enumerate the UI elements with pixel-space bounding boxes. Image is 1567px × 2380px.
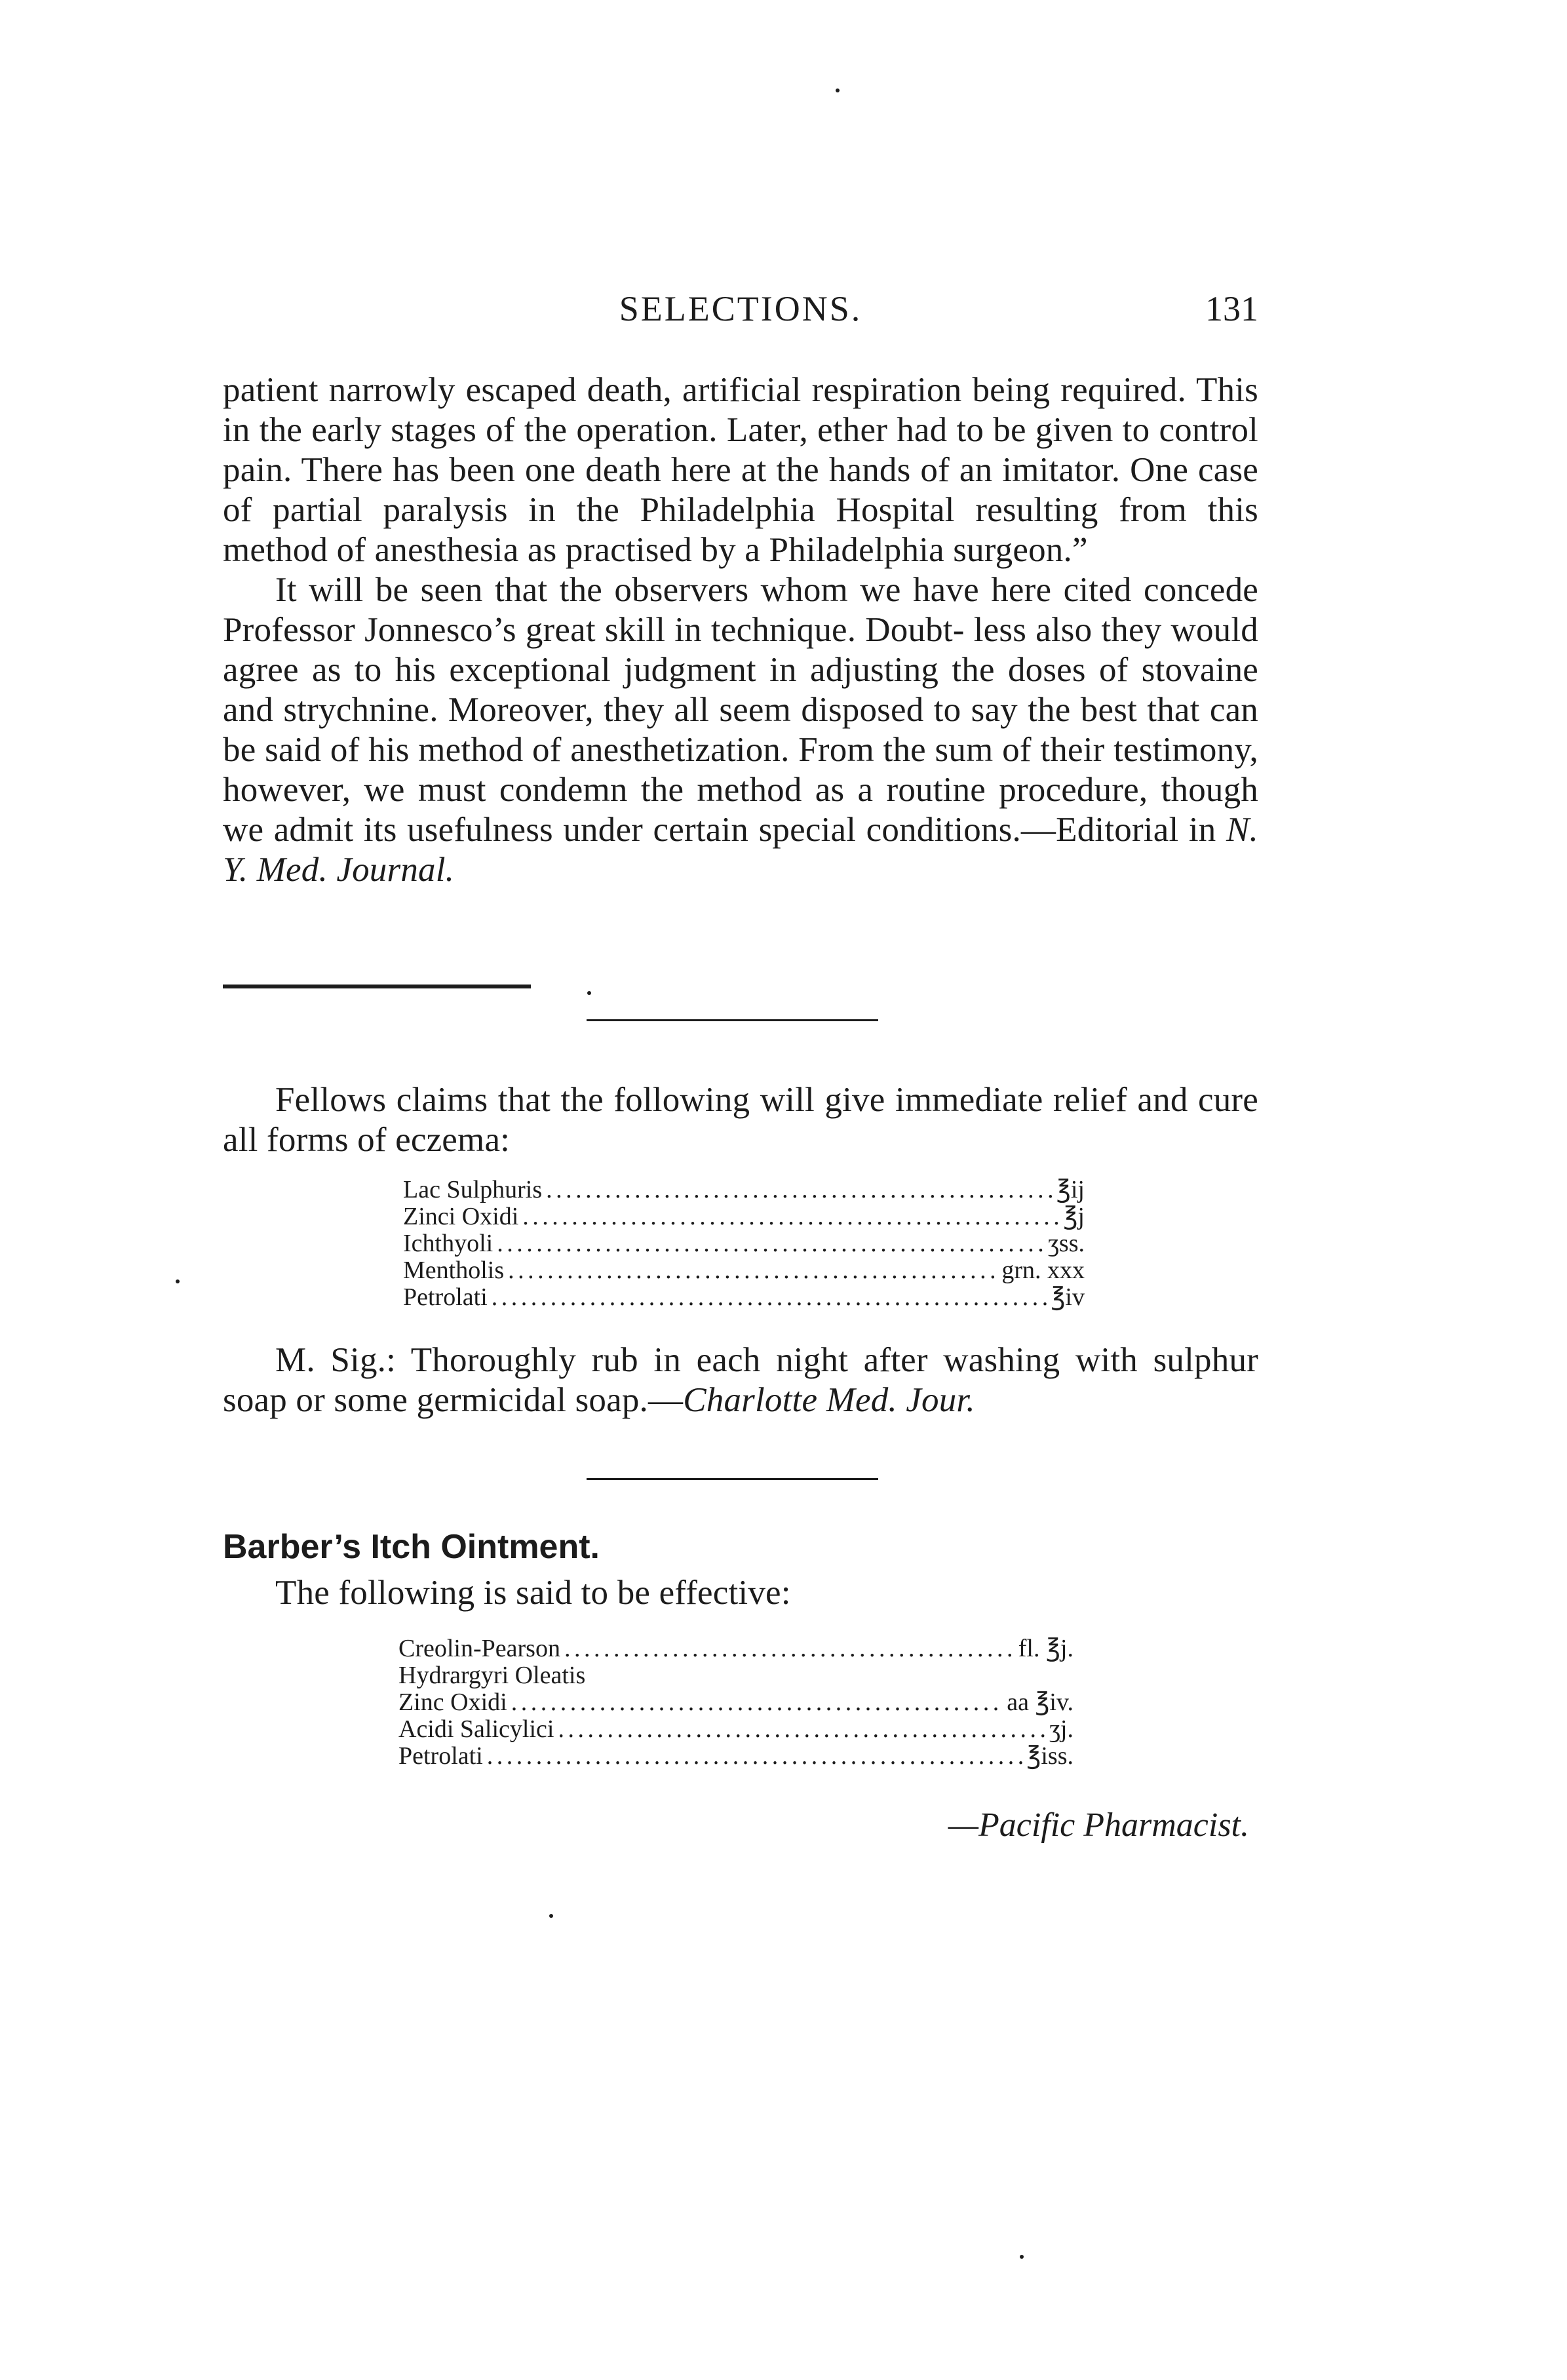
source-citation: Charlotte Med. Jour.	[683, 1381, 975, 1419]
ink-speck	[1020, 2255, 1024, 2259]
prescription-line: Acidi Salicylici . . . ʒj.	[398, 1716, 1074, 1743]
ointment-prescription	[398, 1635, 1074, 1770]
ink-smudge-line	[223, 985, 531, 988]
attribution: —Pacific Pharmacist.	[948, 1806, 1249, 1844]
source-citation: in N. Y. Med. Journal.	[223, 811, 1259, 889]
eczema-intro-paragraph: Fellows claims that the following will give immediate relief and cure all forms of eczema:	[223, 1081, 1259, 1159]
running-head	[223, 288, 1258, 334]
prescription-line: Lac Sulphuris . . . ℥ij	[403, 1177, 1085, 1203]
eczema-intro	[223, 1080, 1258, 1160]
eczema-prescription	[403, 1177, 1085, 1311]
ointment-intro	[223, 1573, 1258, 1613]
ink-speck	[587, 991, 591, 995]
page-number: 131	[1205, 289, 1258, 328]
editorial-paragraph-2: It will be seen that the observers whom we have here cited concede Professor Jonnesco’s great skill in technique. Doubt- less also they would agree as to his exceptional judgment in adjusting the doses of stovaine and strychnine. Moreover, they all seem disposed to say the best that can be said of his method of anesthetization. From the sum of their testimony, however, we must condemn the method as a routine procedure, though we admit its usefulness under certain special conditions.—Editorial in N. Y. Med. Journal.	[223, 571, 1259, 889]
section-separator-rule	[587, 1478, 878, 1480]
prescription-line: Hydrargyri Oleatis	[398, 1662, 586, 1689]
prescription-line: Creolin-Pearson . . . fl. ℥j.	[398, 1635, 1074, 1662]
ointment-intro-paragraph: The following is said to be effective:	[275, 1574, 791, 1612]
prescription-line: Zinci Oxidi . . . ℥j	[403, 1203, 1085, 1230]
prescription-line: Petrolati . . . ℥iss.	[398, 1743, 1074, 1770]
ink-speck	[836, 88, 840, 92]
eczema-directions-paragraph: M. Sig.: Thoroughly rub in each night after washing with sulphur soap or some germicidal soap.—Charlotte Med. Jour.	[223, 1341, 1259, 1419]
section-separator-rule	[587, 1019, 878, 1021]
ink-speck	[549, 1914, 553, 1918]
prescription-line: Ichthyoli . . . ʒss.	[403, 1230, 1085, 1257]
prescription-line: Mentholis . . . grn. xxx	[403, 1257, 1085, 1284]
running-title: SELECTIONS.	[619, 289, 862, 328]
prescription-line: Zinc Oxidi . . . aa ℥iv.	[398, 1689, 1074, 1716]
prescription-line: Petrolati . . . ℥iv	[403, 1284, 1085, 1311]
eczema-directions	[223, 1340, 1258, 1420]
editorial-continuation	[223, 370, 1258, 890]
section-heading: Barber’s Itch Ointment.	[223, 1528, 600, 1566]
ink-speck	[176, 1279, 180, 1283]
editorial-paragraph-1: patient narrowly escaped death, artificial respiration being required. This in the early stages of the operation. Later, ether had to be given to control pain. There has been one death here at the hands of an imitator. One case of partial paralysis in the Philadelphia Hospital resulting from this method of anesthesia as practised by a Philadelphia surgeon.”	[223, 371, 1259, 569]
